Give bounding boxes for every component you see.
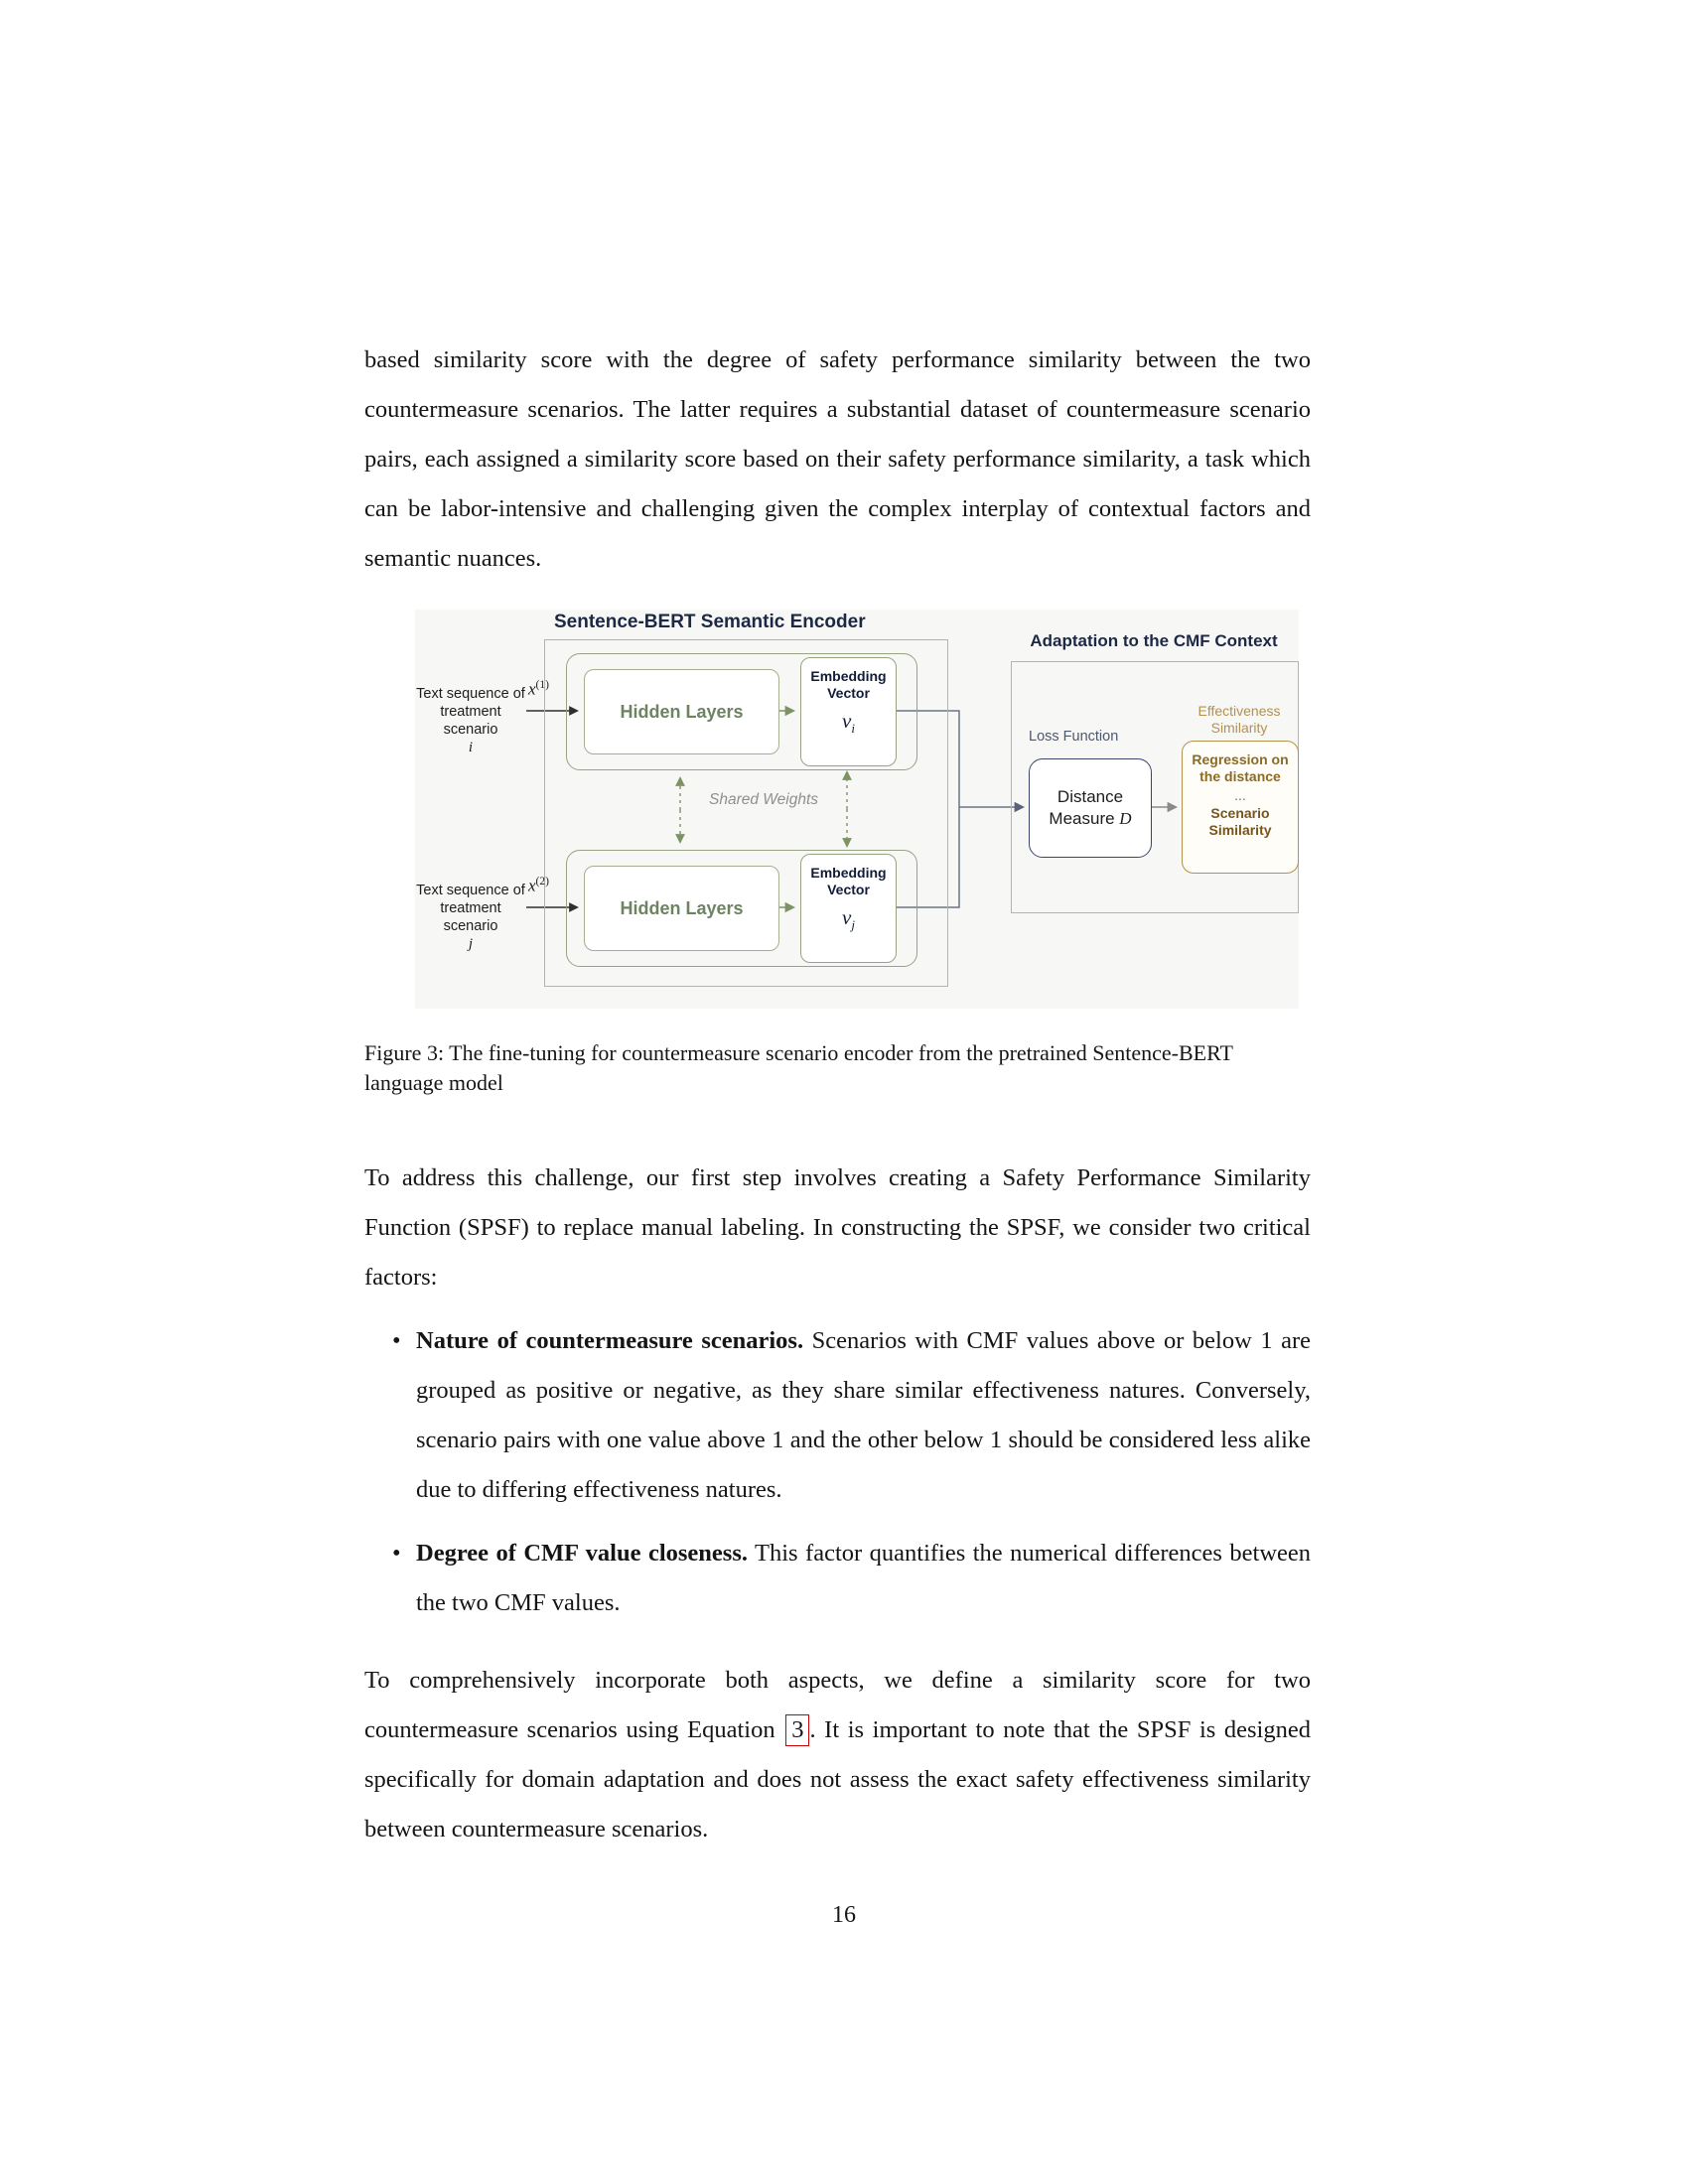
input-variable-x2 [528,876,549,896]
embedding-variable-vj [801,905,896,933]
list-item-nature [364,1316,1311,1515]
embedding-vector-bottom-box [800,854,897,963]
paragraph-conclusion [364,1656,1311,1854]
input-label-bottom [415,882,526,953]
x2-sup: (2) [535,876,549,887]
embedding-vector-bottom-label: Embedding Vector [810,865,887,897]
vj-var: v [842,905,852,929]
figure-3 [364,610,1311,1098]
page-number: 16 [832,1902,856,1928]
encoder-section-title: Sentence-BERT Semantic Encoder [554,612,866,632]
conclusion-text-before: To comprehensively incorporate both aspects, we define a similarity score for two countermeasure scenarios using Equation [364,1667,1311,1743]
embedding-vector-top-label: Embedding Vector [810,668,887,701]
x1-var: x [528,679,536,699]
vi-sub: i [851,721,855,737]
input-label-bottom-text: Text sequence of treatment scenario [416,883,525,934]
embedding-vector-top-box [800,657,897,766]
embedding-variable-vi [801,709,896,737]
scenario-similarity-label: Scenario Similarity [1208,805,1272,838]
bullet-1-lead: Nature of countermeasure scenarios. [416,1327,804,1354]
loss-function-label: Loss Function [1029,729,1119,745]
regression-ellipsis: ... [1234,787,1246,803]
vj-sub: j [851,917,855,933]
input-label-top-text: Text sequence of treatment scenario [416,686,525,738]
distance-measure-text [1030,786,1151,830]
paragraph-spsf-intro: To address this challenge, our first step involves creating a Safety Performance Similarity Function (SPSF) to replace manual labeling. In constructing the SPSF, we consider two critical factors: [364,1164,1311,1291]
input-variable-x1 [528,679,549,700]
distance-measure-box [1029,758,1152,858]
adaptation-section-title: Adaptation to the CMF Context [1030,631,1278,650]
text-column [364,336,1311,1854]
bullet-1-text: Scenarios with CMF values above or below 1 are grouped as positive or negative, as they share similar effectiveness natures. Conversely, scenario pairs with one value above 1 and the other below 1 should be considered less alike due to differing effectiveness natures. [416,1327,1312,1503]
shared-weights-label: Shared Weights [709,791,818,808]
regression-box [1182,741,1299,874]
distance-variable-d: D [1119,809,1132,828]
effectiveness-similarity-label: Effectiveness Similarity [1197,703,1281,736]
figure-3-caption: Figure 3: The fine-tuning for countermeasure scenario encoder from the pretrained Sentence-BERT language model [364,1040,1233,1095]
x2-var: x [528,876,536,895]
equation-3-reference[interactable]: 3 [785,1714,809,1746]
distance-measure-label: Distance Measure [1049,787,1124,828]
bullet-2-lead: Degree of CMF value closeness. [416,1540,748,1567]
input-subscript-j: j [468,936,474,952]
list-item-closeness [364,1529,1311,1628]
regression-label: Regression on the distance [1192,751,1289,784]
bullet-2-text: This factor quantifies the numerical differences between the two CMF values. [416,1540,1312,1616]
factor-list [364,1316,1311,1628]
input-label-top [415,685,526,756]
vi-var: v [842,709,852,733]
paragraph-intro: based similarity score with the degree of safety performance similarity between the two countermeasure scenarios. The latter requires a substantial dataset of countermeasure scenario pairs, each assigned a similarity score based on their safety performance similarity, a task which can be labor-intensive and challenging given the complex interplay of contextual factors and semantic nuances. [364,346,1311,572]
conclusion-text-after: . It is important to note that the SPSF is designed specifically for domain adaptation and does not assess the exact safety effectiveness similarity between countermeasure scenarios. [364,1716,1311,1843]
input-subscript-i: i [468,740,474,755]
figure-3-diagram [415,610,1299,1009]
hidden-layers-bottom-box: Hidden Layers [584,866,779,951]
hidden-layers-top-box: Hidden Layers [584,669,779,754]
x1-sup: (1) [535,679,549,691]
